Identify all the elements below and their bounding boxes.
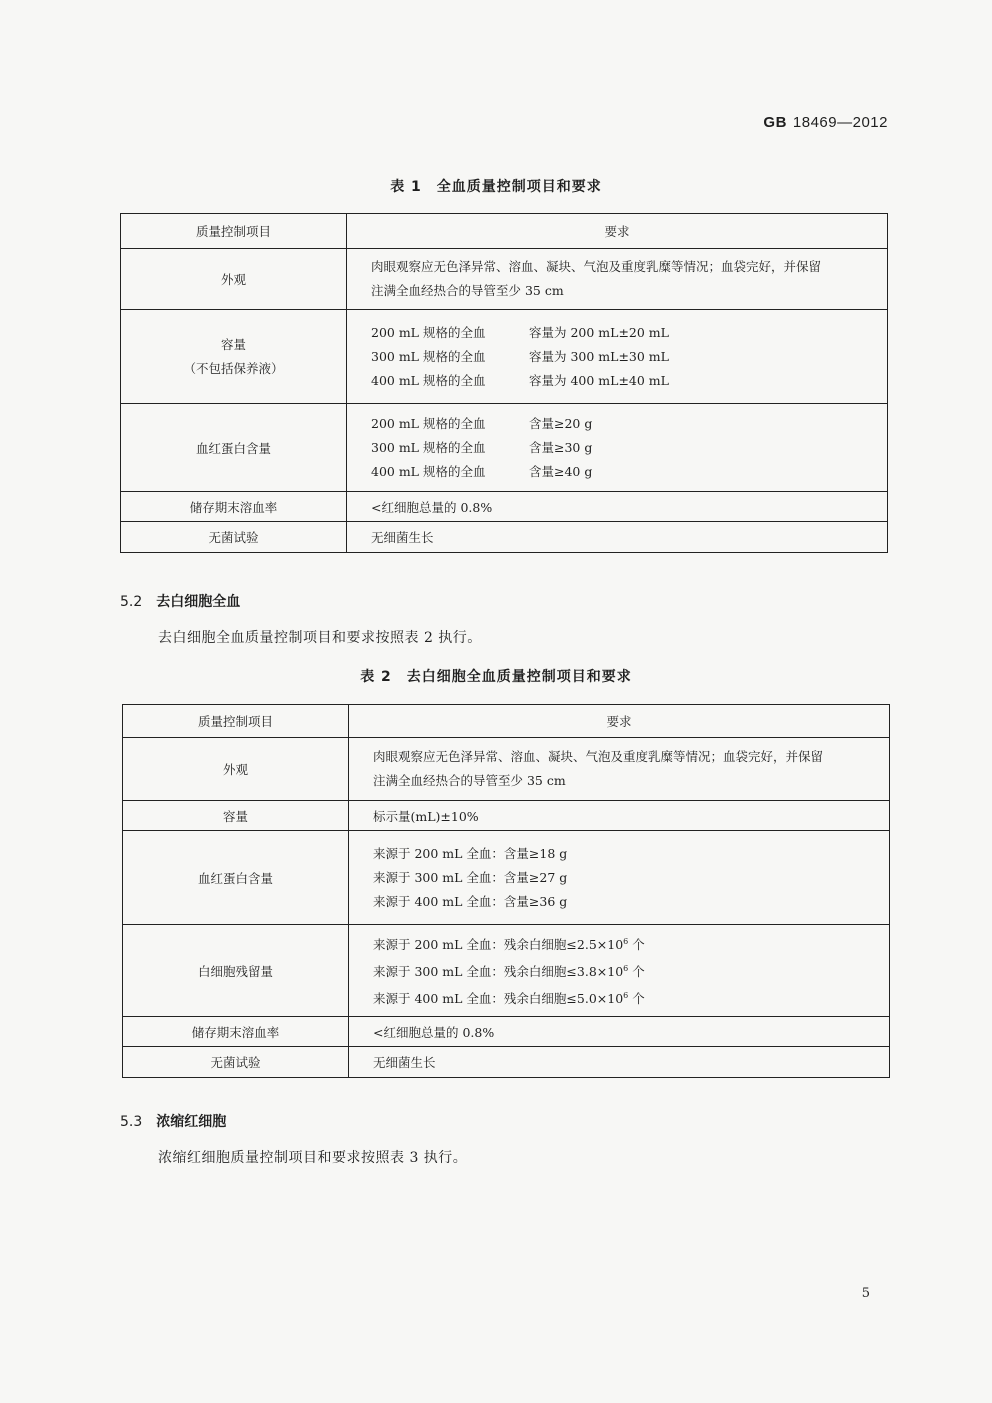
spec-label: 200 mL 规格的全血 <box>371 324 486 340</box>
section-number: 5.2 <box>120 594 143 610</box>
item-cell: 血红蛋白含量 <box>123 831 349 925</box>
item-cell: 无菌试验 <box>121 522 347 553</box>
item-cell: 无菌试验 <box>123 1047 349 1078</box>
requirement-line: 来源于 200 mL 全血：含量≥18 g <box>373 845 568 861</box>
requirement-line: 来源于 400 mL 全血：含量≥36 g <box>373 893 568 909</box>
exponent: 6 <box>623 936 629 946</box>
table-row <box>123 738 890 801</box>
item-cell: 储存期末溶血率 <box>121 492 347 522</box>
table1 <box>120 213 888 553</box>
requirement-cell: <红细胞总量的 0.8% <box>349 1017 890 1047</box>
requirement-line <box>371 321 887 345</box>
requirement-line <box>373 957 889 984</box>
table-row <box>123 1017 890 1047</box>
requirement-line <box>371 369 887 393</box>
requirement-cell: 标示量(mL)±10% <box>349 801 890 831</box>
item-label: 外观 <box>220 272 246 287</box>
requirement-line <box>373 930 889 957</box>
exponent: 6 <box>623 963 629 973</box>
requirement-line <box>371 345 887 369</box>
item-cell: 储存期末溶血率 <box>123 1017 349 1047</box>
section-title: 去白细胞全血 <box>156 594 241 610</box>
table-row <box>123 831 890 925</box>
spec-value: 含量≥30 g <box>529 439 593 455</box>
requirement-cell: 无细菌生长 <box>347 522 888 553</box>
unit: 个 <box>628 936 645 952</box>
requirement-cell <box>349 738 890 801</box>
table-row <box>121 310 888 404</box>
requirement-line <box>371 436 887 460</box>
table-header-row <box>121 214 888 249</box>
unit: 个 <box>628 964 645 980</box>
section-paragraph: 去白细胞全血质量控制项目和要求按照表 2 执行。 <box>158 630 482 646</box>
table1-caption: 表 1 全血质量控制项目和要求 <box>390 179 602 195</box>
table-row <box>121 404 888 492</box>
spec-label: 400 mL 规格的全血 <box>371 372 486 388</box>
table-row <box>121 522 888 553</box>
header-cell: 要求 <box>349 705 890 738</box>
section-number: 5.3 <box>120 1114 143 1130</box>
header-cell: 要求 <box>347 214 888 249</box>
spec-value: 含量≥20 g <box>529 415 593 431</box>
spec-label: 200 mL 规格的全血 <box>371 415 486 431</box>
requirement-line <box>373 984 889 1011</box>
table-header-row <box>123 705 890 738</box>
header-cell: 质量控制项目 <box>123 705 349 738</box>
residual-text: 来源于 300 mL 全血：残余白细胞≤3.8×10 <box>373 964 624 980</box>
standard-prefix: GB <box>763 114 787 131</box>
item-cell <box>121 310 347 404</box>
item-cell <box>123 738 349 801</box>
spec-value: 含量≥40 g <box>529 463 593 479</box>
spec-label: 300 mL 规格的全血 <box>371 348 486 364</box>
standard-code <box>763 114 888 131</box>
residual-text: 来源于 400 mL 全血：残余白细胞≤5.0×10 <box>373 991 624 1007</box>
table-row <box>121 492 888 522</box>
item-cell: 白细胞残留量 <box>123 925 349 1017</box>
item-label: 外观 <box>222 762 248 777</box>
item-label: 血红蛋白含量 <box>195 440 271 456</box>
residual-text: 来源于 200 mL 全血：残余白细胞≤2.5×10 <box>373 936 624 952</box>
requirement-cell: <红细胞总量的 0.8% <box>347 492 888 522</box>
requirement-line <box>371 460 887 484</box>
item-label: 容量 <box>220 336 246 352</box>
spec-value: 容量为 200 mL±20 mL <box>529 324 669 340</box>
item-cell: 容量 <box>123 801 349 831</box>
requirement-cell <box>349 925 890 1017</box>
requirement-cell <box>347 404 888 492</box>
requirement-line: 来源于 300 mL 全血：含量≥27 g <box>373 869 568 885</box>
spec-value: 容量为 300 mL±30 mL <box>529 348 669 364</box>
item-cell <box>121 249 347 310</box>
table2-caption: 表 2 去白细胞全血质量控制项目和要求 <box>360 669 632 685</box>
requirement-line: 肉眼观察应无色泽异常、溶血、凝块、气泡及重度乳糜等情况；血袋完好，并保留 <box>373 749 824 764</box>
table-row <box>123 801 890 831</box>
item-note: （不包括保养液） <box>183 360 284 376</box>
table-row <box>123 925 890 1017</box>
page-number: 5 <box>861 1286 870 1301</box>
requirement-cell <box>349 831 890 925</box>
spec-label: 400 mL 规格的全血 <box>371 463 486 479</box>
spec-value: 容量为 400 mL±40 mL <box>529 372 669 388</box>
requirement-cell <box>347 249 888 310</box>
section-paragraph: 浓缩红细胞质量控制项目和要求按照表 3 执行。 <box>158 1150 468 1166</box>
table-row <box>123 1047 890 1078</box>
requirement-line: 注满全血经热合的导管至少 35 cm <box>373 773 566 788</box>
table2 <box>122 704 890 1078</box>
table-row <box>121 249 888 310</box>
unit: 个 <box>628 991 645 1007</box>
item-cell <box>121 404 347 492</box>
spec-label: 300 mL 规格的全血 <box>371 439 486 455</box>
section-heading-5-3 <box>120 1111 226 1131</box>
standard-number: 18469—2012 <box>792 114 888 131</box>
requirement-line: 注满全血经热合的导管至少 35 cm <box>371 283 564 298</box>
requirement-cell <box>347 310 888 404</box>
section-title: 浓缩红细胞 <box>156 1114 227 1130</box>
requirement-line <box>371 412 887 436</box>
section-heading-5-2 <box>120 591 240 611</box>
header-cell: 质量控制项目 <box>121 214 347 249</box>
exponent: 6 <box>623 991 629 1001</box>
requirement-cell: 无细菌生长 <box>349 1047 890 1078</box>
requirement-line: 肉眼观察应无色泽异常、溶血、凝块、气泡及重度乳糜等情况；血袋完好，并保留 <box>371 259 822 274</box>
